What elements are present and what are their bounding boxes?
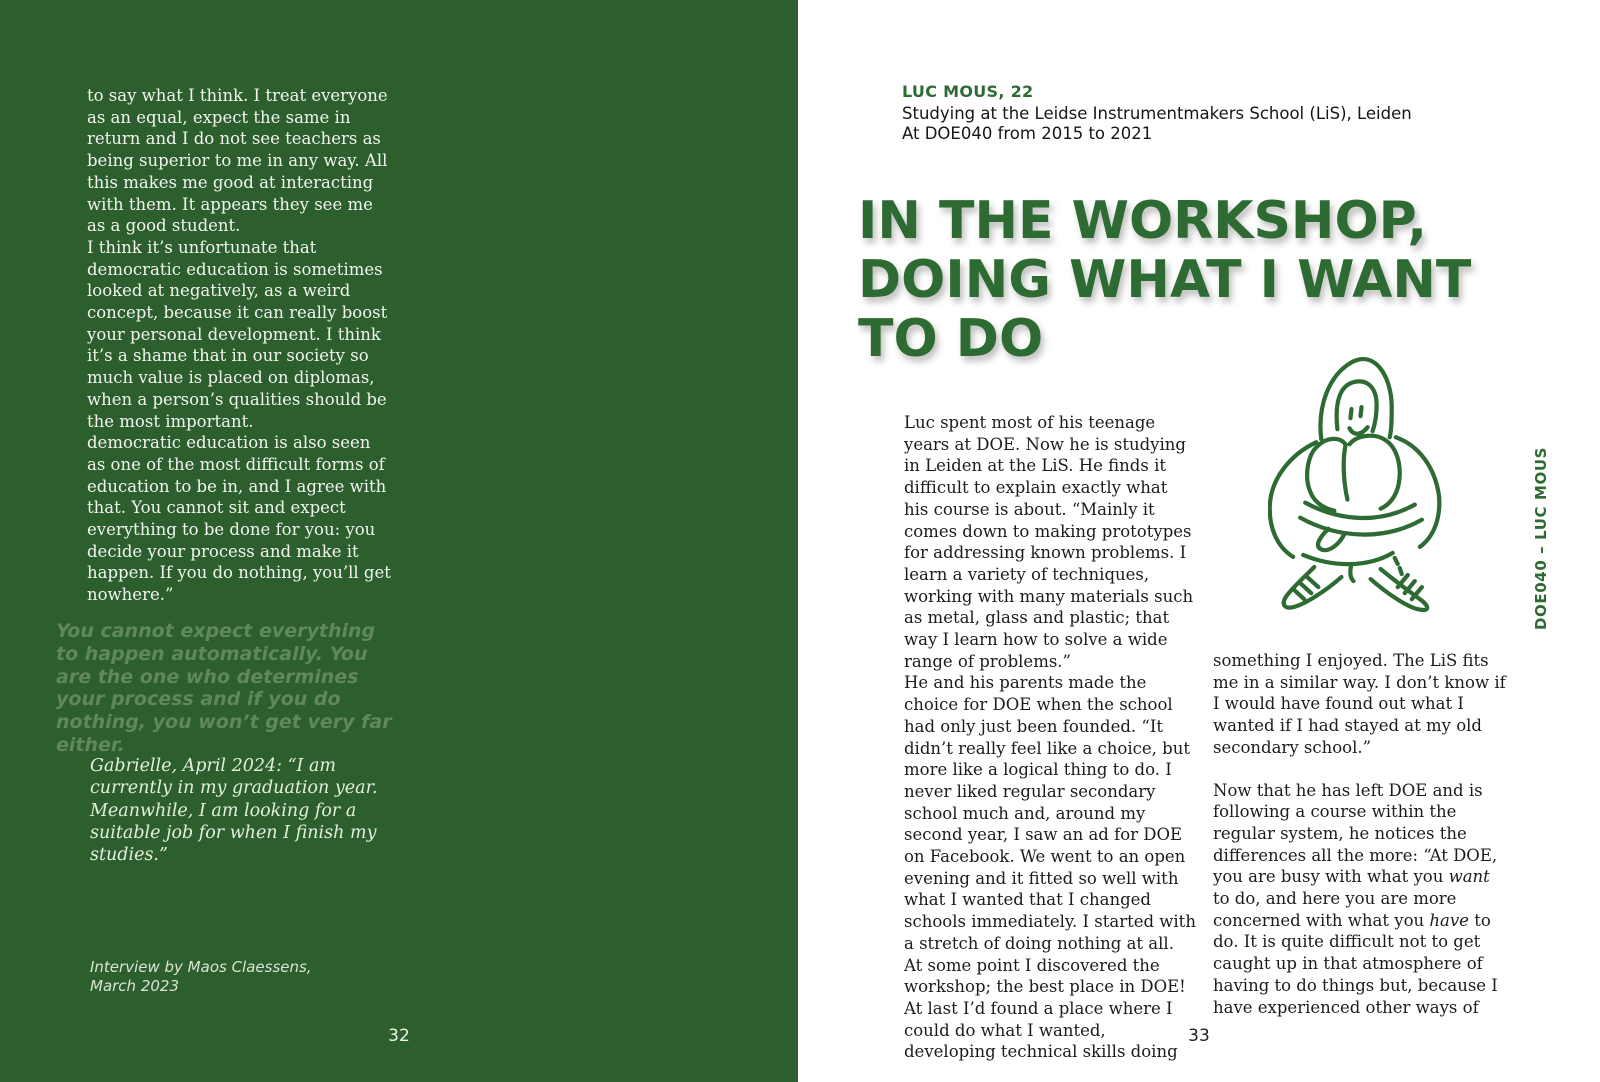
interview-credit-line: March 2023 [90, 977, 179, 995]
interview-credit [90, 958, 350, 996]
interview-credit-line: Interview by Maos Claessens, [90, 958, 312, 976]
headline-line: DOING WHAT I WANT [858, 250, 1472, 310]
headline-line: IN THE WORKSHOP, [858, 191, 1427, 251]
article-column-2 [1213, 650, 1507, 1018]
left-body-text [87, 85, 391, 606]
chapter-sidebar-label: DOE040 – LUC MOUS [1532, 446, 1550, 630]
subtitle-line: At DOE040 from 2015 to 2021 [902, 123, 1153, 143]
body-paragraph: something I enjoyed. The LiS fits me in a similar way. I don’t know if I would have found out what I wanted if I had stayed at my old secondary school.” [1213, 651, 1506, 757]
interviewee-subtitle [902, 104, 1522, 143]
headline-line: TO DO [858, 309, 1044, 369]
interviewee-name: LUC MOUS, 22 [902, 82, 1034, 101]
left-page [0, 0, 798, 1082]
body-paragraph: Luc spent most of his teenage years at DOE. Now he is studying in Leiden at the LiS. He finds it difficult to explain exactly what his course is about. “Mainly it comes down to making prototypes for addressing known problems. I learn a variety of techniques, working with many materials such as metal, glass and plastic; that way I learn how to solve a wide range of problems.” [904, 413, 1194, 671]
subtitle-line: Studying at the Leidse Instrumentmakers School (LiS), Leiden [902, 104, 1412, 123]
page-number-left: 32 [388, 1026, 410, 1046]
right-page [798, 0, 1600, 1082]
article-headline [858, 192, 1538, 369]
body-paragraph: democratic education is also seen as one of the most difficult forms of education to be in, and I agree with that. You cannot sit and expect everything to be done for you: you decide your process and make it happen. If you do nothing, you’ll get nowhere.” [87, 433, 391, 605]
page-number-right: 33 [1188, 1026, 1210, 1046]
hooded-person-sketch-illustration [1268, 348, 1444, 616]
body-paragraph: Now that he has left DOE and is following a course within the regular system, he notices the differences all the more: “At DOE, you are busy with what you want to do, and here you are more concerned with what you have to do. It is quite difficult not to get caught up in that atmosphere of having to do things but, because I have experienced other ways of [1213, 780, 1498, 1017]
article-column-1 [904, 412, 1196, 1063]
gabrielle-quote: Gabrielle, April 2024: “I am currently in my graduation year. Meanwhile, I am looking for a suitable job for when I finish my studies.” [90, 756, 378, 866]
pull-quote: You cannot expect everything to happen automatically. You are the one who determines your process and if you do nothing, you won’t get very far either. [56, 620, 392, 756]
body-paragraph: to say what I think. I treat everyone as an equal, expect the same in return and I do not see teachers as being superior to me in any way. All this makes me good at interacting with them. It appears they see me as a good student. [87, 86, 388, 236]
body-paragraph: I think it’s unfortunate that democratic education is sometimes looked at negatively, as a weird concept, because it can really boost your personal development. I think it’s a shame that in our society so much value is placed on diplomas, when a person’s qualities should be the most important. [87, 237, 388, 431]
body-paragraph: He and his parents made the choice for DOE when the school had only just been founded. “It didn’t really feel like a choice, but more like a logical thing to do. I never liked regular secondary school much and, around my second year, I saw an ad for DOE on Facebook. We went to an open evening and it fitted so well with what I wanted that I changed schools immediately. I started with a stretch of doing nothing at all. At some point I discovered the workshop; the best place in DOE! At last I’d found a place where I could do what I wanted, developing technical skills doing [904, 673, 1196, 1062]
